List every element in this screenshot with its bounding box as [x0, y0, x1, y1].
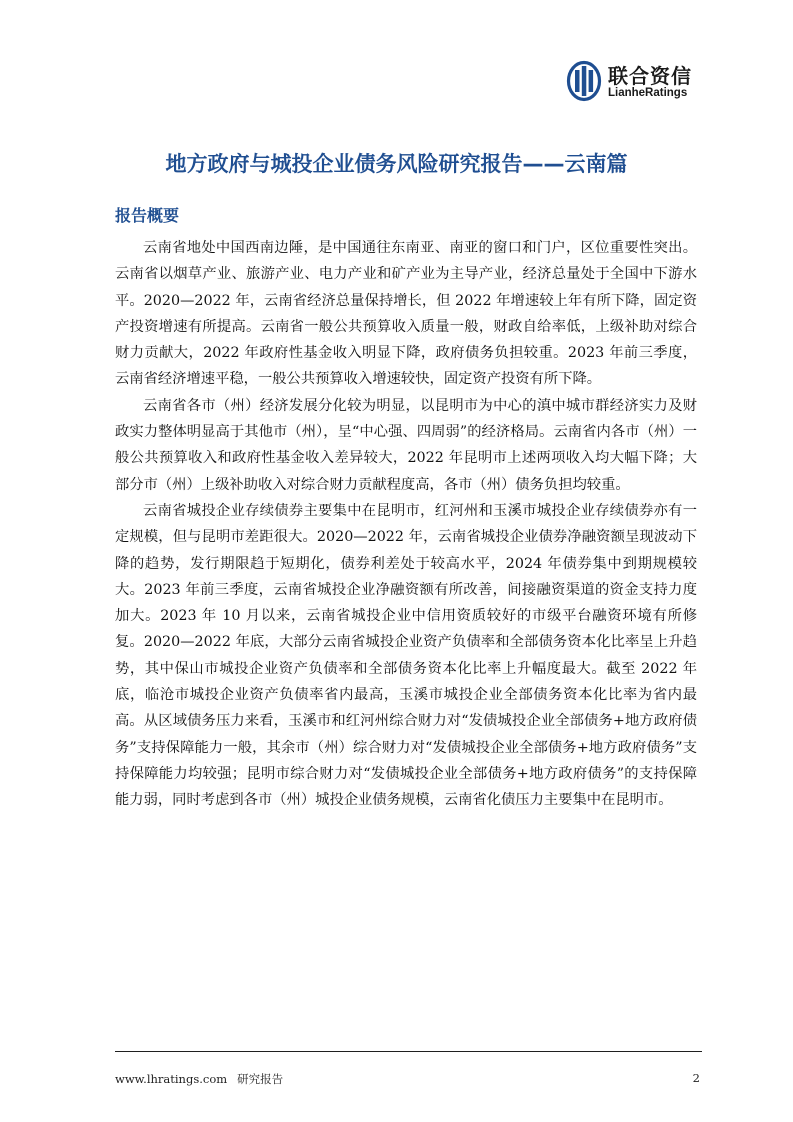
paragraph-provincial-overview: 云南省地处中国西南边陲，是中国通往东南亚、南亚的窗口和门户，区位重要性突出。云南省以烟草产业、旅游产业、电力产业和矿产业为主导产业，经济总量处于全国中下游水平。2020—2022 年，云南省经济总量保持增长，但 2022 年增速较上年有所下降，固定资产投资增速有所提高。云南省一般公共预算收入质量一般，财政自给率低，上级补助对综合财力贡献大，2022 年政府性基金收入明显下降，政府债务负担较重。2023 年前三季度，云南省经济增速平稳，一般公共预算收入增速较快，固定资产投资有所下降。	[115, 240, 697, 388]
page-number: 2	[692, 1071, 700, 1085]
footer-label: 研究报告	[237, 1072, 284, 1086]
footer-website-link[interactable]: www.lhratings.com	[115, 1072, 228, 1086]
paragraph-urban-investment-debt: 云南省城投企业存续债券主要集中在昆明市，红河州和玉溪市城投企业存续债券亦有一定规模，但与昆明市差距很大。2020—2022 年，云南省城投企业债券净融资额呈现波动下降的趋势，发行期限趋于短期化，债券利差处于较高水平，2024 年债券集中到期规模较大。2023 年前三季度，云南省城投企业净融资额有所改善，间接融资渠道的资金支持力度加大。2023 年 10 月以来，云南省城投企业中信用资质较好的市级平台融资环境有所修复。2020—2022 年底，大部分云南省城投企业资产负债率和全部债务资本化比率呈上升趋势，其中保山市城投企业资产负债率和全部债务资本化比率上升幅度最大。截至 2022 年底，临沧市城投企业资产负债率省内最高，玉溪市城投企业全部债务资本化比率为省内最高。从区域债务压力来看，玉溪市和红河州综合财力对“发债城投企业全部债务+地方政府债务”支持保障能力一般，其余市（州）综合财力对“发债城投企业全部债务+地方政府债务”支持保障能力均较强；昆明市综合财力对“发债城投企业全部债务+地方政府债务”的支持保障能力弱，同时考虑到各市（州）城投企业债务规模，云南省化债压力主要集中在昆明市。	[115, 502, 697, 809]
lianhe-ratings-logo-icon	[566, 60, 602, 102]
logo-chinese-name: 联合资信	[608, 64, 692, 88]
paragraph-city-differentiation: 云南省各市（州）经济发展分化较为明显，以昆明市为中心的滇中城市群经济实力及财政实力整体明显高于其他市（州），呈“中心强、四周弱”的经济格局。云南省内各市（州）一般公共预算收入和政府性基金收入差异较大，2022 年昆明市上述两项收入均大幅下降；大部分市（州）上级补助收入对综合财力贡献程度高，各市（州）债务负担均较重。	[115, 397, 697, 493]
section-heading: 报告概要	[115, 206, 180, 225]
report-summary-body	[115, 235, 697, 814]
footer-divider	[115, 1051, 702, 1052]
logo-english-name: LianheRatings	[608, 87, 688, 99]
brand-logo	[566, 58, 716, 104]
document-title: 地方政府与城投企业债务风险研究报告——云南篇	[165, 152, 628, 176]
footer-info	[115, 1071, 293, 1087]
